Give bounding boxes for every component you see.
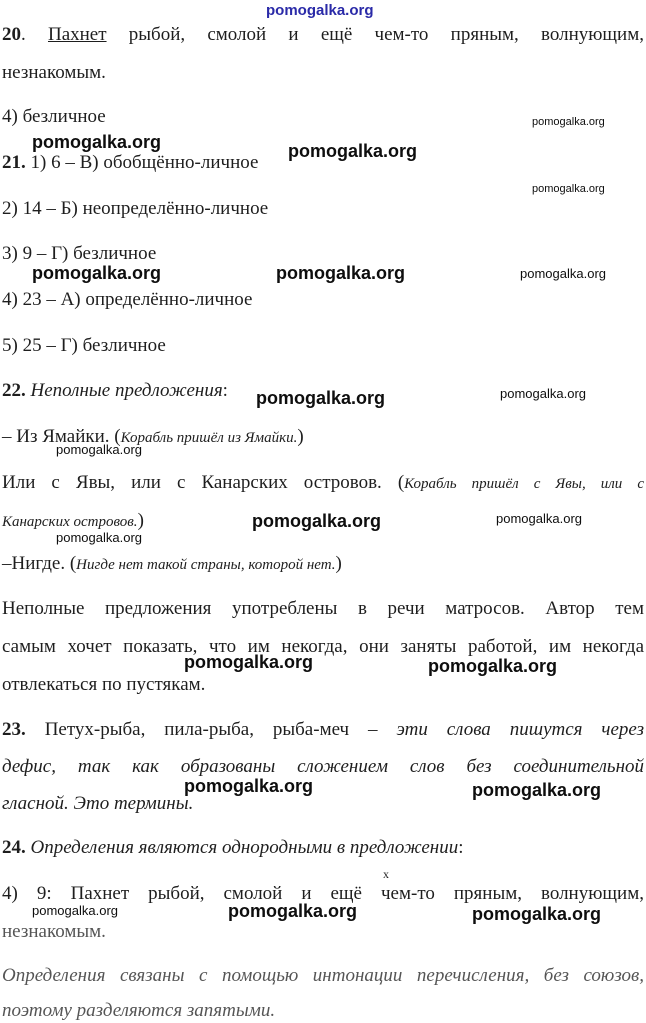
- q22-para-line1: Неполные предложения употреблены в речи матросов. Автор тем: [2, 598, 644, 619]
- q24-para-line2: поэтому разделяются запятыми.: [2, 1000, 276, 1021]
- watermark: pomogalka.org: [32, 903, 118, 918]
- q22-line2: Или с Явы, или с Канарских островов. (Корабль пришёл с Явы, или с: [2, 472, 644, 493]
- q23-line3: гласной. Это термины.: [2, 793, 194, 814]
- watermark: pomogalka.org: [228, 901, 358, 921]
- q21-item-1: 21. 1) 6 – В) обобщённо-личное: [2, 152, 259, 173]
- watermark: pomogalka.org: [496, 511, 582, 526]
- watermark: pomogalka.org: [32, 132, 162, 152]
- watermark: pomogalka.org: [520, 266, 606, 281]
- watermark: pomogalka.org: [276, 263, 406, 283]
- q24-mark: x: [383, 867, 389, 881]
- q24-line1: 4) 9: Пахнет рыбой, смолой и ещё чем-то пряным, волнующим,: [2, 883, 644, 904]
- watermark: pomogalka.org: [532, 183, 605, 195]
- q22-line3: Канарских островов.): [2, 510, 144, 531]
- watermark: pomogalka.org: [472, 780, 602, 800]
- q20-underlined-word: Пахнет: [47, 24, 107, 45]
- watermark: pomogalka.org: [288, 141, 418, 161]
- q21-item-5: 5) 25 – Г) безличное: [2, 335, 166, 356]
- watermark: pomogalka.org: [56, 442, 142, 457]
- q24-line2: незнакомым.: [2, 921, 106, 942]
- watermark: pomogalka.org: [184, 776, 314, 796]
- watermark: pomogalka.org: [56, 530, 142, 545]
- watermark: pomogalka.org: [184, 652, 314, 672]
- watermark: pomogalka.org: [428, 656, 558, 676]
- q23-line2: дефис, так как образованы сложением слов без соединительной: [2, 756, 644, 777]
- watermark: pomogalka.org: [252, 511, 382, 531]
- q24-para-line1: Определения связаны с помощью интонации перечисления, без союзов,: [2, 965, 644, 986]
- watermark: pomogalka.org: [256, 388, 386, 408]
- q23-line1: 23. Петух-рыба, пила-рыба, рыба-меч – эти слова пишутся через: [2, 719, 645, 740]
- watermark: pomogalka.org: [500, 386, 586, 401]
- q20-number: 20: [2, 24, 21, 45]
- q22-number: 22.: [2, 380, 26, 401]
- q20-line2: незнакомым.: [2, 62, 106, 83]
- q20-answer: 4) безличное: [2, 106, 106, 127]
- q21-item-4: 4) 23 – А) определённо-личное: [2, 289, 253, 310]
- q21-number: 21.: [2, 152, 26, 173]
- q23-number: 23.: [2, 719, 26, 740]
- q24-number: 24.: [2, 837, 26, 858]
- q22-line4: –Нигде. (Нигде нет такой страны, которой нет.): [2, 553, 342, 574]
- q22-line1: – Из Ямайки. (Корабль пришёл из Ямайки.): [2, 426, 304, 447]
- watermark: pomogalka.org: [472, 904, 602, 924]
- q21-item-2: 2) 14 – Б) неопределённо-личное: [2, 198, 269, 219]
- q22-heading: 22. Неполные предложения:: [2, 380, 228, 401]
- q20-line1: 20. Пахнет рыбой, смолой и ещё чем-то пряным, волнующим,: [2, 24, 645, 45]
- q21-item-3: 3) 9 – Г) безличное: [2, 243, 157, 264]
- header-watermark: pomogalka.org: [266, 2, 374, 19]
- watermark: pomogalka.org: [532, 116, 605, 128]
- q24-heading: 24. Определения являются однородными в предложении:: [2, 837, 464, 858]
- watermark: pomogalka.org: [32, 263, 162, 283]
- q22-para-line2: самым хочет показать, что им некогда, они заняты работой, им некогда: [2, 636, 644, 657]
- q22-para-line3: отвлекаться по пустякам.: [2, 674, 206, 695]
